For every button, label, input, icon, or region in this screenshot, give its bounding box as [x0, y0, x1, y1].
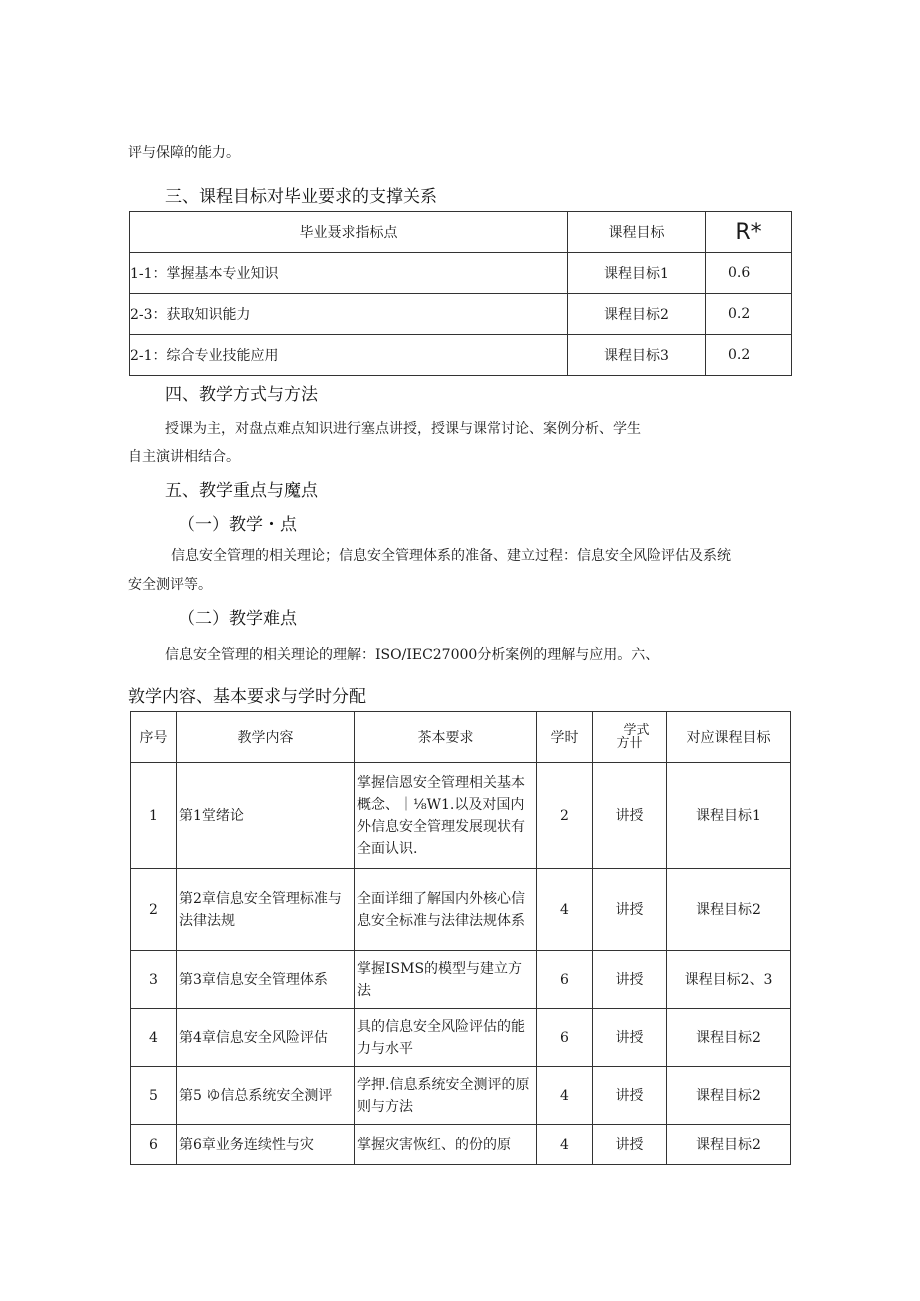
table-row	[130, 294, 792, 335]
section5-heading: 五、教学重点与魔点	[165, 481, 318, 501]
row-content: 第3章信息安全管理体系	[177, 951, 355, 1009]
row-goal: 课程目标1	[667, 763, 791, 869]
row-content: 第2章信息安全管理标准与法律法规	[177, 869, 355, 951]
support-table	[129, 211, 792, 376]
row-content: 第1堂绪论	[177, 763, 355, 869]
row-no: 5	[131, 1067, 177, 1125]
indicator-cell: 2-3：获取知识能力	[130, 294, 568, 335]
row-goal: 课程目标2	[667, 1067, 791, 1125]
row-hours: 2	[537, 763, 593, 869]
section4-paragraph-line1: 授课为主，对盘点难点知识进行塞点讲授，授课与课常讨论、案例分析、学生	[165, 421, 641, 437]
goal-cell: 课程目标3	[568, 335, 706, 376]
section6-heading: 敦学内容、基本要求与学时分配	[128, 687, 366, 707]
table-row	[130, 335, 792, 376]
table-row	[131, 763, 791, 869]
section5-sub2-heading: （二）教学难点	[178, 609, 297, 629]
row-requirement: 全面详细了解国内外核心信息安全标准与法律法规体系	[355, 869, 537, 951]
header-method	[593, 712, 667, 763]
goal-cell: 课程目标1	[568, 253, 706, 294]
weight-cell: 0.2	[706, 335, 792, 376]
row-content: 第5 ゆ信总系统安全测评	[177, 1067, 355, 1125]
header-no: 序号	[131, 712, 177, 763]
row-goal: 课程目标2	[667, 1009, 791, 1067]
header-indicator: 毕业聂求指标点	[130, 212, 568, 253]
table-row	[131, 1067, 791, 1125]
row-no: 1	[131, 763, 177, 869]
row-hours: 4	[537, 1067, 593, 1125]
table-row	[131, 869, 791, 951]
row-goal: 课程目标2、3	[667, 951, 791, 1009]
weight-cell: 0.2	[706, 294, 792, 335]
table-row	[131, 1009, 791, 1067]
row-no: 4	[131, 1009, 177, 1067]
header-method-bottom: 方卄	[616, 735, 643, 751]
indicator-cell: 1-1：掌握基本专业知识	[130, 253, 568, 294]
weight-cell: 0.6	[706, 253, 792, 294]
content-table-header	[131, 712, 791, 763]
header-content: 教学内容	[177, 712, 355, 763]
row-method: 讲授	[593, 1125, 667, 1165]
row-method: 讲授	[593, 763, 667, 869]
section5-sub1-line1: 信息安全管理的相关理论；信息安全管理体系的准备、建立过程：信息安全风险评估及系统	[171, 548, 731, 564]
row-no: 3	[131, 951, 177, 1009]
section5-sub1-heading: （一）教学・点	[178, 515, 297, 535]
header-course-goal: 课程目标	[568, 212, 706, 253]
header-hours: 学时	[537, 712, 593, 763]
row-goal: 课程目标2	[667, 869, 791, 951]
row-method: 讲授	[593, 1067, 667, 1125]
row-hours: 4	[537, 869, 593, 951]
row-requirement: 具的信息安全风险评估的能力与水平	[355, 1009, 537, 1067]
row-no: 6	[131, 1125, 177, 1165]
row-content: 第4章信息安全风险评估	[177, 1009, 355, 1067]
row-requirement: 掌握ISMS的模型与建立方法	[355, 951, 537, 1009]
row-requirement: 学押.信息系统安全测评的原则与方法	[355, 1067, 537, 1125]
table-row	[131, 1125, 791, 1165]
row-method: 讲授	[593, 1009, 667, 1067]
row-requirement: 掌握灾害恢红、的份的原	[355, 1125, 537, 1165]
row-method: 讲授	[593, 869, 667, 951]
content-table	[130, 711, 791, 1165]
row-hours: 4	[537, 1125, 593, 1165]
table-row	[131, 951, 791, 1009]
row-hours: 6	[537, 1009, 593, 1067]
goal-cell: 课程目标2	[568, 294, 706, 335]
row-no: 2	[131, 869, 177, 951]
row-goal: 课程目标2	[667, 1125, 791, 1165]
section5-sub1-line2: 安全测评等。	[128, 577, 212, 593]
row-hours: 6	[537, 951, 593, 1009]
row-content: 第6章业务连续性与灾	[177, 1125, 355, 1165]
support-table-header	[130, 212, 792, 253]
row-requirement: 掌握信恩安全管理相关基本概念、｜⅛W1.以及对国内外信息安全管理发展现状有全面认识.	[355, 763, 537, 869]
section3-heading: 三、课程目标对毕业要求的支撑关系	[165, 187, 437, 207]
section4-heading: 四、教学方式与方法	[165, 385, 318, 405]
header-weight: R*	[706, 212, 792, 253]
header-goal: 对应课程目标	[667, 712, 791, 763]
intro-tail-text: 评与保障的能力。	[128, 145, 240, 161]
section4-paragraph-line2: 自主演讲相结合。	[128, 449, 240, 465]
row-method: 讲授	[593, 951, 667, 1009]
header-method-top: 学式	[623, 722, 650, 738]
indicator-cell: 2-1：综合专业技能应用	[130, 335, 568, 376]
header-requirement: 茶本要求	[355, 712, 537, 763]
section5-sub2-line: 信息安全管理的相关理论的理解：ISO/IEC27000分析案例的理解与应用。六、	[165, 647, 660, 663]
table-row	[130, 253, 792, 294]
